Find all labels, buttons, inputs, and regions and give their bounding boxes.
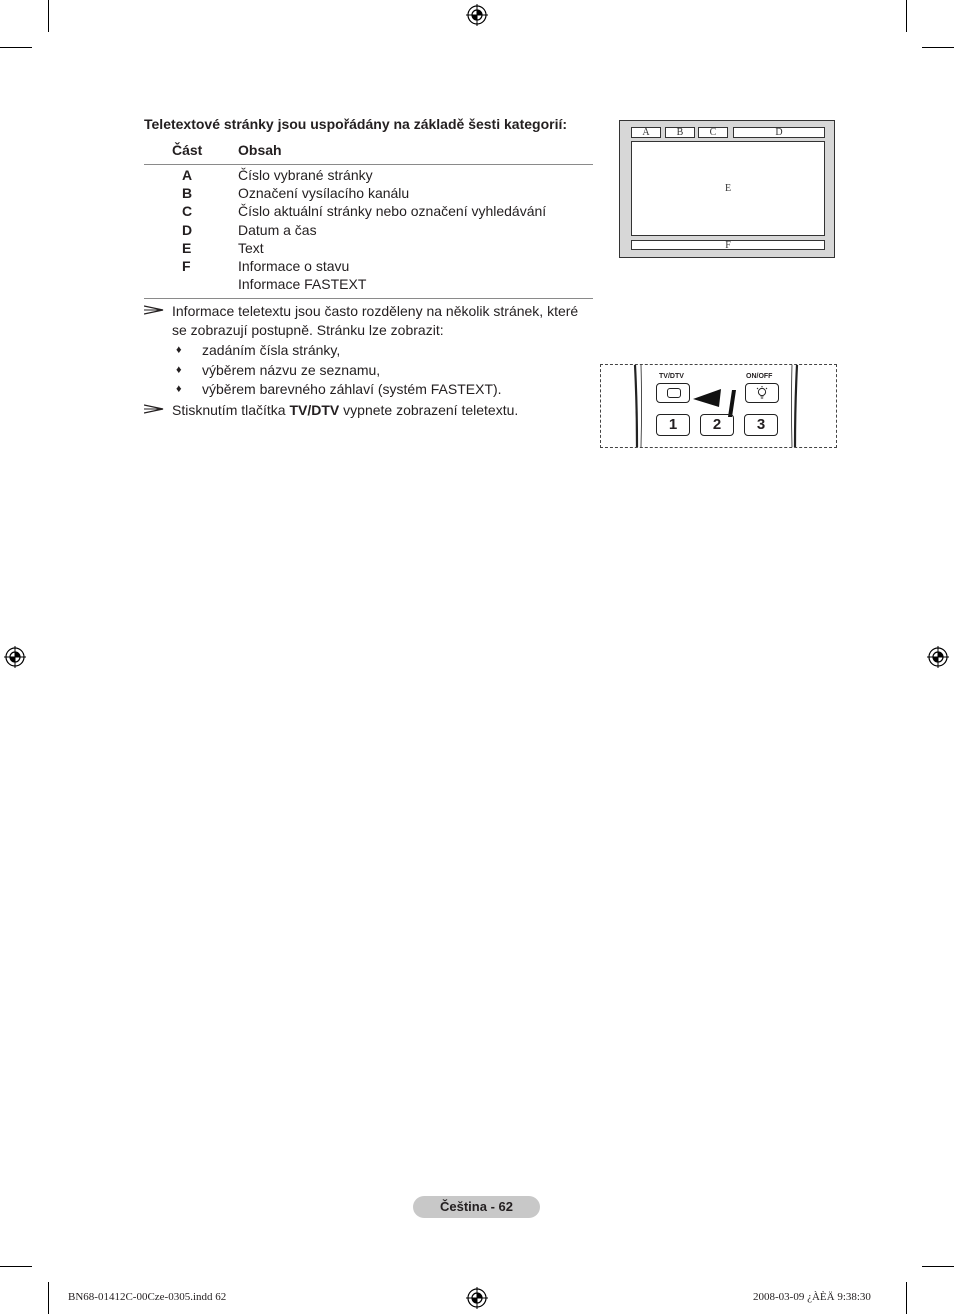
crop-mark bbox=[48, 1282, 49, 1314]
diagram-area-b: B bbox=[665, 127, 695, 138]
table-row bbox=[144, 240, 593, 258]
tv-dtv-button[interactable] bbox=[656, 383, 690, 403]
table-row bbox=[144, 258, 593, 276]
bulb-icon bbox=[756, 386, 768, 400]
note-line: se zobrazují postupně. Stránku lze zobrazit: bbox=[172, 321, 444, 338]
diagram-area-e: E bbox=[631, 141, 825, 236]
table-row bbox=[144, 185, 593, 203]
row-key: D bbox=[182, 221, 193, 238]
list-item-text: zadáním čísla stránky, bbox=[202, 342, 341, 358]
row-key: A bbox=[182, 167, 193, 183]
diagram-area-d: D bbox=[733, 127, 825, 138]
note-prefix: Stisknutím tlačítka bbox=[172, 402, 290, 418]
note-suffix: vypnete zobrazení teletextu. bbox=[339, 402, 519, 418]
remote-control-illustration bbox=[600, 364, 837, 448]
row-key: F bbox=[182, 257, 191, 274]
table-row bbox=[144, 203, 593, 221]
note-arrow-icon bbox=[144, 404, 164, 414]
row-value: Informace o stavu bbox=[238, 257, 350, 274]
number-key-1[interactable]: 1 bbox=[656, 414, 690, 436]
note-text bbox=[172, 302, 604, 339]
crop-mark bbox=[48, 0, 49, 32]
note-line: Informace teletextu jsou často rozděleny na několik stránek, které bbox=[172, 303, 579, 319]
crop-mark bbox=[922, 47, 954, 48]
row-value: Číslo vybrané stránky bbox=[238, 167, 373, 183]
page-number-badge: Čeština - 62 bbox=[413, 1196, 540, 1218]
row-key: E bbox=[182, 239, 192, 256]
table-row bbox=[144, 167, 593, 185]
crop-mark bbox=[922, 1266, 954, 1267]
row-key: B bbox=[182, 185, 193, 202]
teletext-layout-diagram bbox=[619, 120, 835, 258]
row-value: Datum a čas bbox=[238, 221, 317, 238]
number-key-2[interactable]: 2 bbox=[700, 414, 734, 436]
list-item-text: výběrem názvu ze seznamu, bbox=[202, 362, 381, 378]
on-off-label: ON/OFF bbox=[746, 373, 773, 380]
table-body bbox=[144, 165, 593, 299]
table-row bbox=[144, 276, 593, 294]
note-arrow-icon bbox=[144, 305, 164, 315]
diamond-bullet-icon: ♦ bbox=[176, 383, 182, 395]
list-item-text: výběrem barevného záhlaví (systém FASTEXT). bbox=[202, 381, 502, 397]
crop-mark bbox=[906, 0, 907, 32]
column-header-content: Obsah bbox=[238, 142, 282, 158]
print-slug-file: BN68-01412C-00Cze-0305.indd 62 bbox=[68, 1291, 227, 1303]
column-header-part: Část bbox=[172, 142, 203, 158]
diamond-bullet-icon: ♦ bbox=[176, 364, 182, 376]
tv-icon bbox=[667, 388, 681, 398]
row-value: Číslo aktuální stránky nebo označení vyhledávání bbox=[238, 203, 547, 220]
table-header bbox=[144, 138, 593, 165]
diagram-area-a: A bbox=[631, 127, 661, 138]
registration-mark-icon bbox=[927, 646, 949, 668]
crop-mark bbox=[0, 1266, 32, 1267]
note-bold-key: TV/DTV bbox=[289, 402, 340, 418]
print-slug-date: 2008-03-09 ¿ÀÈÄ 9:38:30 bbox=[753, 1291, 871, 1303]
crop-mark bbox=[906, 1282, 907, 1314]
row-key: C bbox=[182, 203, 193, 220]
section-heading: Teletextové stránky jsou uspořádány na základě šesti kategorií: bbox=[144, 116, 568, 132]
registration-mark-icon bbox=[466, 4, 488, 26]
row-value: Text bbox=[238, 239, 264, 256]
categories-table bbox=[144, 138, 593, 299]
diagram-area-f: F bbox=[631, 240, 825, 250]
number-key-3[interactable]: 3 bbox=[744, 414, 778, 436]
registration-mark-icon bbox=[466, 1287, 488, 1309]
table-row bbox=[144, 222, 593, 240]
row-value: Označení vysílacího kanálu bbox=[238, 185, 410, 202]
registration-mark-icon bbox=[4, 646, 26, 668]
tv-dtv-label: TV/DTV bbox=[659, 373, 684, 380]
diagram-area-c: C bbox=[698, 127, 728, 138]
row-value: Informace FASTEXT bbox=[238, 276, 367, 293]
note-text bbox=[172, 401, 518, 420]
diamond-bullet-icon: ♦ bbox=[176, 344, 182, 356]
power-button[interactable] bbox=[745, 383, 779, 403]
crop-mark bbox=[0, 47, 32, 48]
